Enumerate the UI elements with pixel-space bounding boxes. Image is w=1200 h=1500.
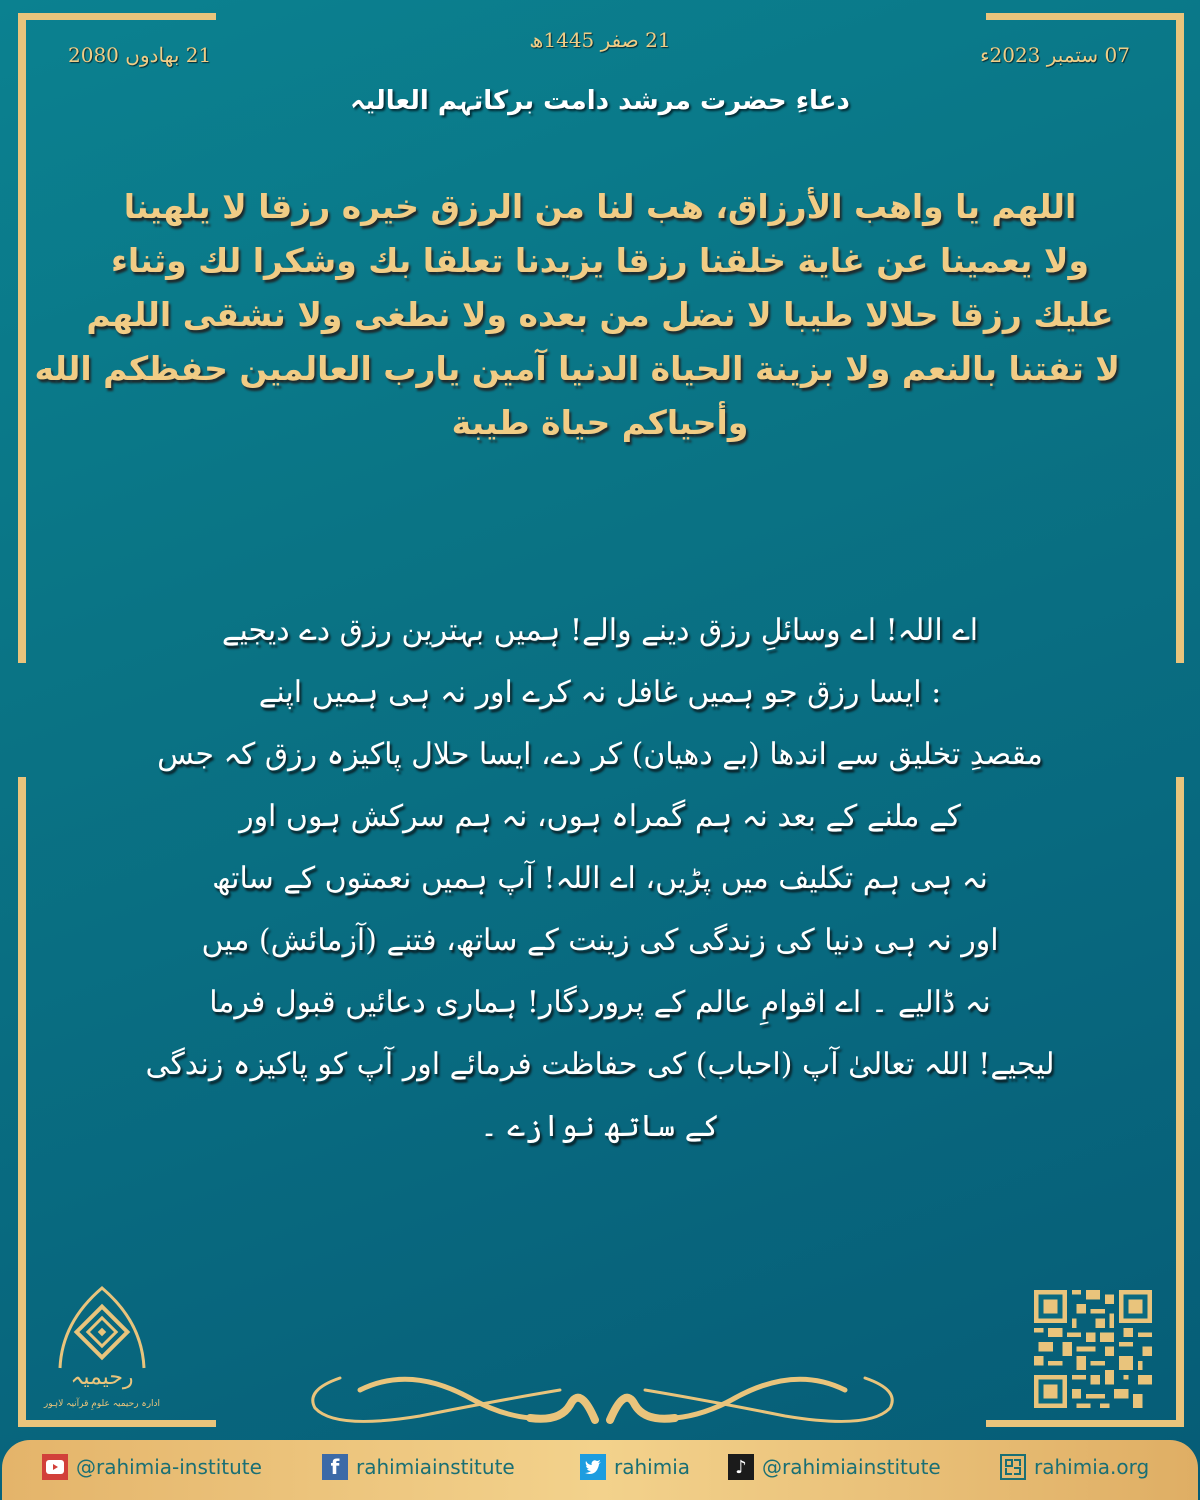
dome-logo-icon [42, 1282, 162, 1422]
urdu-line: نہ ڈالیے ۔ اے اقوامِ عالم کے پروردگار! ہماری دعائیں قبول فرما [209, 985, 991, 1020]
arabic-line: ولا يعمينا عن غاية خلقنا رزقا يزيدنا تعلقا بك وشكرا لك وثناء [110, 241, 1090, 280]
facebook-handle: rahimiainstitute [356, 1455, 515, 1479]
decorative-flourish [300, 1370, 905, 1432]
twitter-icon [580, 1454, 606, 1480]
twitter-handle: rahimia [614, 1455, 691, 1479]
urdu-line: کے ساتھ نوازے ۔ [480, 1109, 720, 1144]
tiktok-link[interactable] [728, 1454, 941, 1480]
date-bikrami: 21 بھادوں 2080 [68, 43, 212, 67]
frame-bottom-left-v [18, 777, 26, 1427]
website-url: rahimia.org [1034, 1455, 1150, 1479]
frame-bottom-right-h [986, 1420, 1184, 1427]
website-icon [1000, 1454, 1026, 1480]
facebook-icon: f [322, 1454, 348, 1480]
page-title: دعاءِ حضرت مرشد دامت برکاتہم العالیہ [350, 86, 850, 116]
social-footer [2, 1440, 1198, 1500]
date-hijri: 21 صفر 1445ھ [529, 28, 671, 52]
arabic-line: لا تفتنا بالنعم ولا بزينة الحياة الدنيا آمين يارب العالمين حفظكم الله [34, 349, 1120, 388]
tiktok-handle: @rahimiainstitute [762, 1455, 941, 1479]
svg-text:ادارہ رحیمیہ علومِ قرآنیہ لاہو: ادارہ رحیمیہ علومِ قرآنیہ لاہور [43, 1399, 161, 1409]
arabic-line: عليك رزقا حلالا طيبا لا نضل من بعده ولا نطغى ولا نشقى اللهم [86, 295, 1114, 334]
youtube-link[interactable] [42, 1454, 262, 1480]
urdu-line: لیجیے! اللہ تعالیٰ آپ (احباب) کی حفاظت فرمائے اور آپ کو پاکیزہ زندگی [145, 1047, 1055, 1082]
arabic-line: وأحياكم حياة طيبة [451, 403, 749, 442]
arabic-line: اللهم يا واهب الأرزاق، هب لنا من الرزق خيره رزقا لا يلهينا [123, 187, 1077, 226]
rahimia-logo [42, 1282, 162, 1422]
frame-top-right-h [986, 13, 1184, 20]
urdu-line: اے اللہ! اے وسائلِ رزق دینے والے! ہمیں بہترین رزق دے دیجیے [221, 613, 979, 648]
urdu-line: مقصدِ تخلیق سے اندھا (بے دھیان) کر دے، ایسا حلال پاکیزہ رزق کہ جس [157, 737, 1043, 772]
urdu-line: : ایسا رزق جو ہمیں غافل نہ کرے اور نہ ہی ہمیں اپنے [258, 675, 942, 710]
tiktok-icon: ♪ [728, 1454, 754, 1480]
urdu-line: کے ملنے کے بعد نہ ہم گمراہ ہوں، نہ ہم سرکش ہوں اور [239, 799, 961, 834]
facebook-link[interactable] [322, 1454, 515, 1480]
arabic-dua [34, 180, 1120, 450]
qr-code[interactable] [1033, 1290, 1153, 1408]
frame-top-left-h [18, 13, 216, 20]
date-gregorian: 07 ستمبر 2023ء [980, 43, 1130, 67]
svg-text:رحیمیہ: رحیمیہ [70, 1365, 134, 1390]
flourish-ornament-icon [300, 1370, 905, 1432]
youtube-icon [42, 1454, 68, 1480]
youtube-handle: @rahimia-institute [76, 1455, 262, 1479]
twitter-link[interactable] [580, 1454, 690, 1480]
website-link[interactable] [1000, 1454, 1149, 1480]
qr-code-icon [1033, 1290, 1153, 1408]
urdu-translation [140, 600, 1060, 1158]
urdu-line: اور نہ ہی دنیا کی زندگی کی زینت کے ساتھ، فتنے (آزمائش) میں [201, 923, 999, 958]
frame-bottom-right-v [1176, 777, 1184, 1427]
urdu-line: نہ ہی ہم تکلیف میں پڑیں، اے اللہ! آپ ہمیں نعمتوں کے ساتھ [212, 861, 988, 896]
